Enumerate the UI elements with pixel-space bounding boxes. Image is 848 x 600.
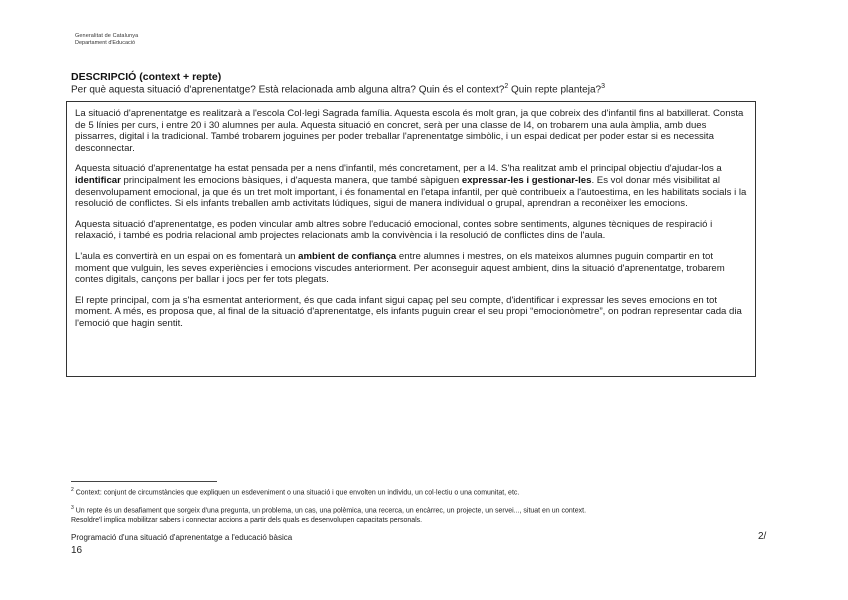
footer-program-title: Programació d'una situació d'aprenentatge a l'educació bàsica <box>71 533 293 542</box>
section-heading: DESCRIPCIÓ (context + repte) <box>71 71 222 83</box>
logo-line1: Generalitat de Catalunya <box>75 33 139 39</box>
footnote-3-number: 3 <box>71 505 74 511</box>
footnote-3-text-line2: Resoldre'l implica mobilitzar sabers i connectar accions a partir dels quals es desenvolupen capacitats personals. <box>71 517 423 525</box>
footnote-divider <box>71 481 217 482</box>
section-question <box>71 83 605 95</box>
p4-text-c: entre alumnes i mestres, on els mateixos alumnes puguin compartir en tot moment que vulguin, les seves experiències i emocions viscudes anteriorment. Per aconseguir aquest ambient, dins la situació d'aprenentatge, trobarem contes digitals, cançons per ballar i jocs per fer tots plegats. <box>75 250 725 286</box>
p4-bold-ambient: ambient de confiança <box>298 250 397 262</box>
p2-text-e: . Es vol donar més visibilitat al desenvolupament emocional, ja que és un tret molt important, i és fonamental en l'etapa infantil, per què contribueix a l'autoestima, en les habilitats socials i la resolució de conflictes. Si els infants treballen amb activitats lúdiques, sigui de manera individual o grupal, aprendran a reconèixer les emocions. <box>75 174 747 210</box>
paragraph-context: La situació d'aprenentatge es realitzarà a l'escola Col·legi Sagrada família. Aquesta escola és molt gran, ja que cobreix des d'infantil fins al batxillerat. Consta de 5 línies per curs, i entre 20 i 30 alumnes per aula. Aquesta situació en concret, serà per una classe de I4, on trobarem una aula àmplia, amb dues pissarres, digital i la tradicional. També trobarem joguines per poder treballar l'aprenentatge simbòlic, i un espai dedicat per poder estar si es necessita desconnectar. <box>75 108 744 154</box>
generalitat-logo <box>75 33 165 46</box>
description-box <box>66 101 756 377</box>
p2-text-a: Aquesta situació d'aprenentatge ha estat pensada per a nens d'infantil, més concretament, per a I4. S'ha realitzat amb el principal objectiu d'ajudar-los a <box>75 163 722 175</box>
footnote-2-number: 2 <box>71 487 74 493</box>
question-part1: Per què aquesta situació d'aprenentatge? Està relacionada amb alguna altra? Quin és el context? <box>71 84 505 96</box>
footnote-3 <box>71 503 586 526</box>
paragraph-objective <box>75 163 747 209</box>
paragraph-classroom <box>75 251 747 286</box>
p4-text-a: L'aula es convertirà en un espai on es fomentarà un <box>75 250 299 262</box>
footnote-2 <box>71 485 519 498</box>
paragraph-links: Aquesta situació d'aprenentatge, es poden vincular amb altres sobre l'educació emocional, contes sobre sentiments, algunes tècniques de respiració i relaxació, i també es podria relacional amb projectes relacionats amb la convivència i la resolució de conflictes dins de l'aula. <box>75 218 713 242</box>
logo-line2: Departament d'Educació <box>75 39 136 46</box>
p2-bold-expressar: expressar-les i gestionar-les <box>461 174 592 186</box>
paragraph-challenge: El repte principal, com ja s'ha esmentat anteriorment, és que cada infant sigui capaç pel seu compte, d'identificar i expressar les seves emocions en tot moment. A més, es proposa que, al final de la situació d'aprenentatge, els infants puguin crear el seu propi “emocionòmetre”, on podran representar cada dia l'emoció que hagin sentit. <box>75 294 742 329</box>
p2-bold-identificar: identificar <box>75 174 121 186</box>
footnote-3-text-line1: Un repte és un desafiament que sorgeix d'una pregunta, un problema, un cas, una polèmica, una recerca, un encàrrec, un projecte, un servei..., situat en un context. <box>73 507 587 515</box>
footnote-ref-3[interactable]: 3 <box>601 83 605 90</box>
question-part2: Quin repte planteja? <box>511 84 602 96</box>
p2-text-c: principalment les emocions bàsiques, i d'aquesta manera, que també sàpiguen <box>120 174 462 186</box>
footnote-2-text: Context: conjunt de circumstàncies que expliquen un esdeveniment o una situació i que envolten un individu, un col·lectiu o una comunitat, etc. <box>73 489 520 497</box>
page-indicator: 2/ <box>758 531 767 542</box>
footer-page-number: 16 <box>71 545 83 556</box>
footnote-ref-2[interactable]: 2 <box>504 83 509 90</box>
